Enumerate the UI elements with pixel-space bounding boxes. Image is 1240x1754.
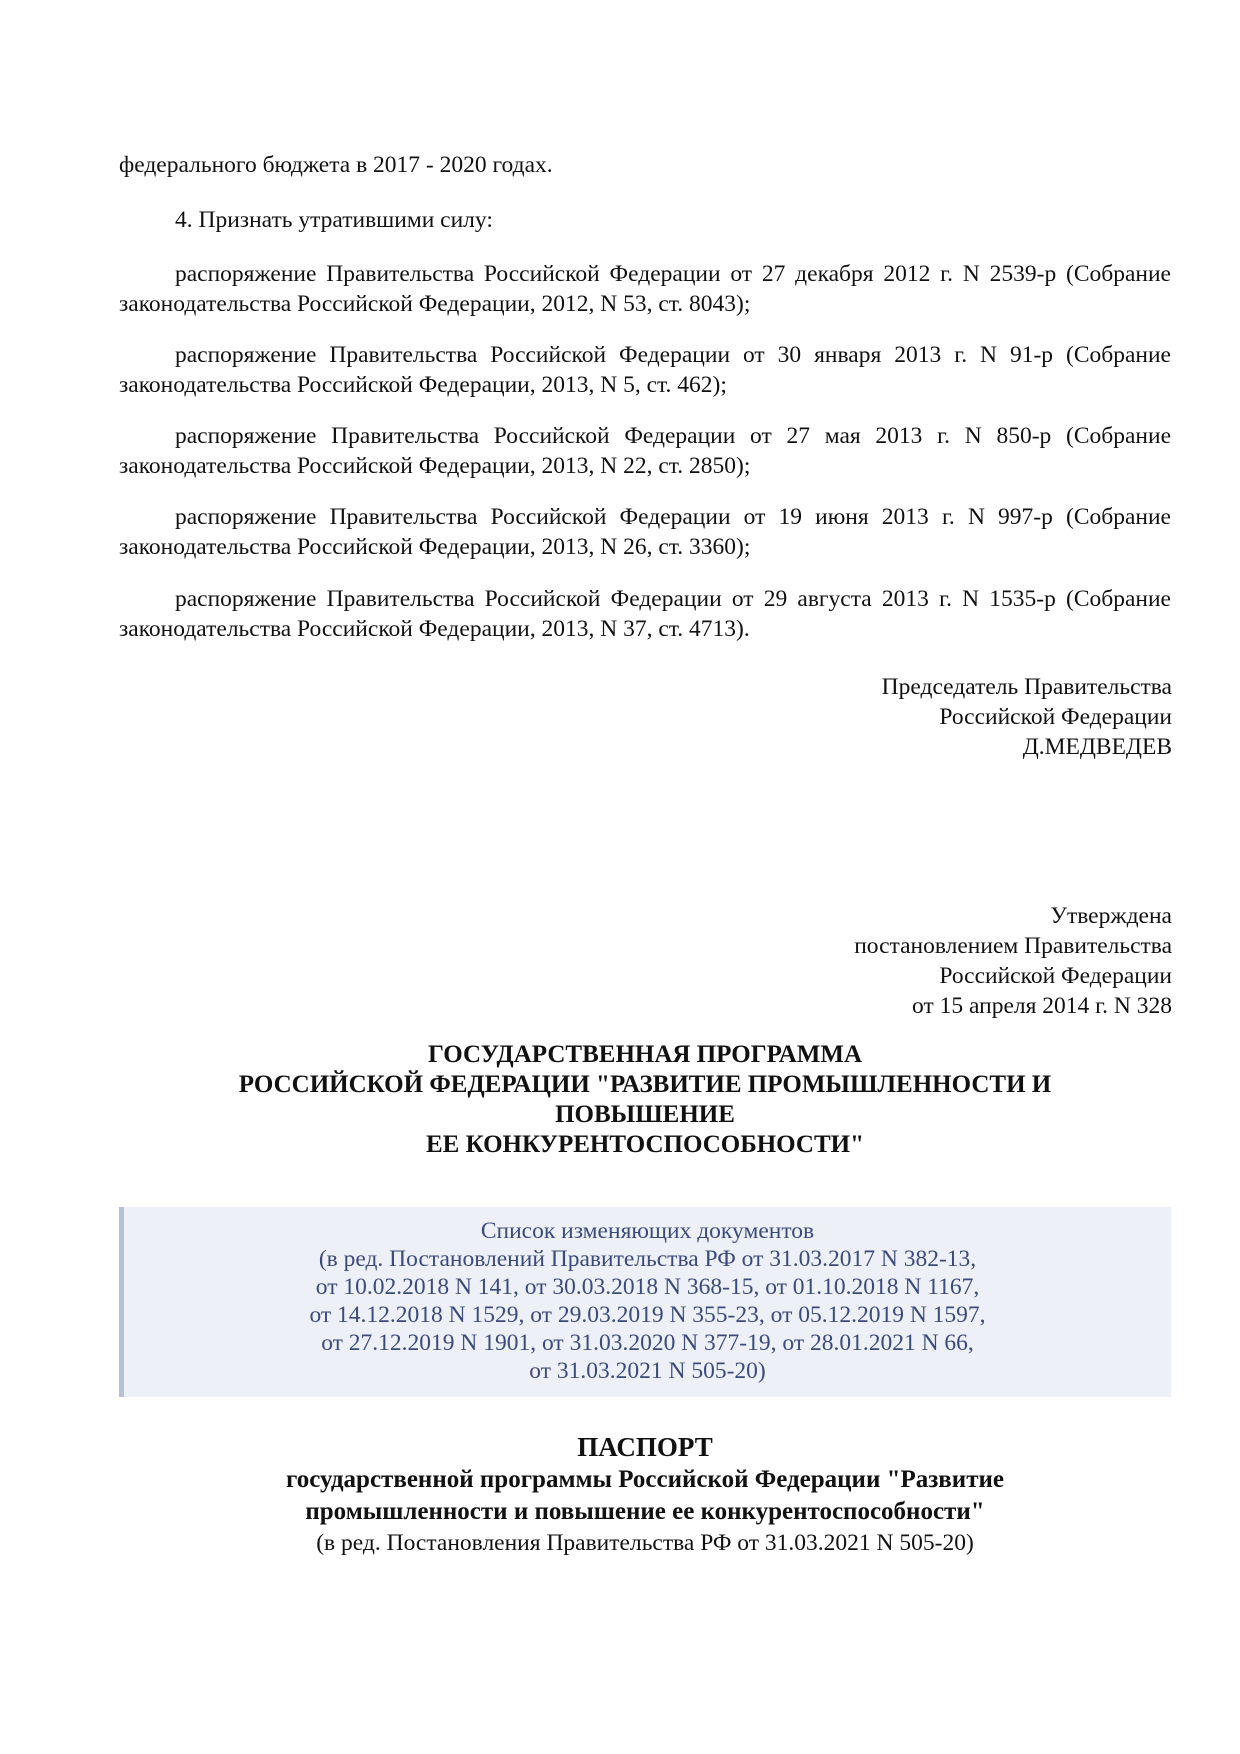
repealed-item-text: распоряжение Правительства Российской Федерации от 29 августа 2013 г. N 1535-р (Собрание законодательства Российской Федерации, 2013, N 37, ст. 4713). (119, 586, 1171, 642)
repealed-item-text: распоряжение Правительства Российской Федерации от 27 мая 2013 г. N 850-р (Собрание законодательства Российской Федерации, 2013, N 22, ст. 2850); (119, 423, 1171, 479)
amendments-box (119, 1207, 1171, 1397)
passport-edition: (в ред. Постановления Правительства РФ от 31.03.2021 N 505-20) (316, 1530, 974, 1556)
signature-block (882, 672, 1172, 762)
amendments-heading: Список изменяющих документов (480, 1218, 815, 1244)
passport-title: ПАСПОРТ (577, 1432, 713, 1462)
repealed-item-text: распоряжение Правительства Российской Федерации от 19 июня 2013 г. N 997-р (Собрание законодательства Российской Федерации, 2013, N 26, ст. 3360); (119, 504, 1171, 560)
clause-4-text: 4. Признать утратившими силу: (175, 207, 493, 233)
program-title-line-3: ПОВЫШЕНИЕ (555, 1101, 735, 1128)
approval-line-1: Утверждена (1050, 903, 1172, 929)
signature-name: Д.МЕДВЕДЕВ (1022, 734, 1172, 760)
clause-4-heading (119, 205, 1171, 235)
repealed-item-1 (119, 259, 1171, 319)
approval-block (854, 901, 1172, 1021)
passport-heading-block (119, 1430, 1171, 1558)
passport-subtitle-line-1: государственной программы Российской Федерации "Развитие (285, 1466, 1004, 1493)
continuation-text: федерального бюджета в 2017 - 2020 годах. (119, 152, 553, 178)
approval-line-4: от 15 апреля 2014 г. N 328 (912, 993, 1172, 1019)
amendments-line: (в ред. Постановлений Правительства РФ от 31.03.2017 N 382-13, (318, 1246, 977, 1272)
program-title-line-1: ГОСУДАРСТВЕННАЯ ПРОГРАММА (427, 1041, 863, 1068)
signature-position: Председатель Правительства (881, 674, 1172, 700)
signature-organization: Российской Федерации (939, 704, 1172, 730)
amendments-line: от 27.12.2019 N 1901, от 31.03.2020 N 377-19, от 28.01.2021 N 66, (321, 1330, 974, 1356)
repealed-item-text: распоряжение Правительства Российской Федерации от 27 декабря 2012 г. N 2539-р (Собрание законодательства Российской Федерации, 2012, N 53, ст. 8043); (119, 261, 1171, 317)
repealed-item-2 (119, 340, 1171, 400)
repealed-item-3 (119, 421, 1171, 481)
program-title (119, 1040, 1171, 1160)
repealed-item-text: распоряжение Правительства Российской Федерации от 30 января 2013 г. N 91-р (Собрание законодательства Российской Федерации, 2013, N 5, ст. 462); (119, 342, 1171, 398)
approval-line-3: Российской Федерации (939, 963, 1172, 989)
repealed-item-4 (119, 502, 1171, 562)
passport-subtitle-line-2: промышленности и повышение ее конкурентоспособности" (305, 1498, 985, 1525)
program-title-line-2: РОССИЙСКОЙ ФЕДЕРАЦИИ "РАЗВИТИЕ ПРОМЫШЛЕННОСТИ И (238, 1071, 1052, 1098)
continuation-paragraph (119, 150, 1171, 180)
approval-line-2: постановлением Правительства (854, 933, 1172, 959)
program-title-line-4: ЕЕ КОНКУРЕНТОСПОСОБНОСТИ" (426, 1131, 864, 1158)
amendments-line: от 31.03.2021 N 505-20) (529, 1358, 766, 1384)
amendments-line: от 10.02.2018 N 141, от 30.03.2018 N 368-15, от 01.10.2018 N 1167, (315, 1274, 980, 1300)
repealed-item-5 (119, 584, 1171, 644)
amendments-line: от 14.12.2018 N 1529, от 29.03.2019 N 355-23, от 05.12.2019 N 1597, (309, 1302, 986, 1328)
